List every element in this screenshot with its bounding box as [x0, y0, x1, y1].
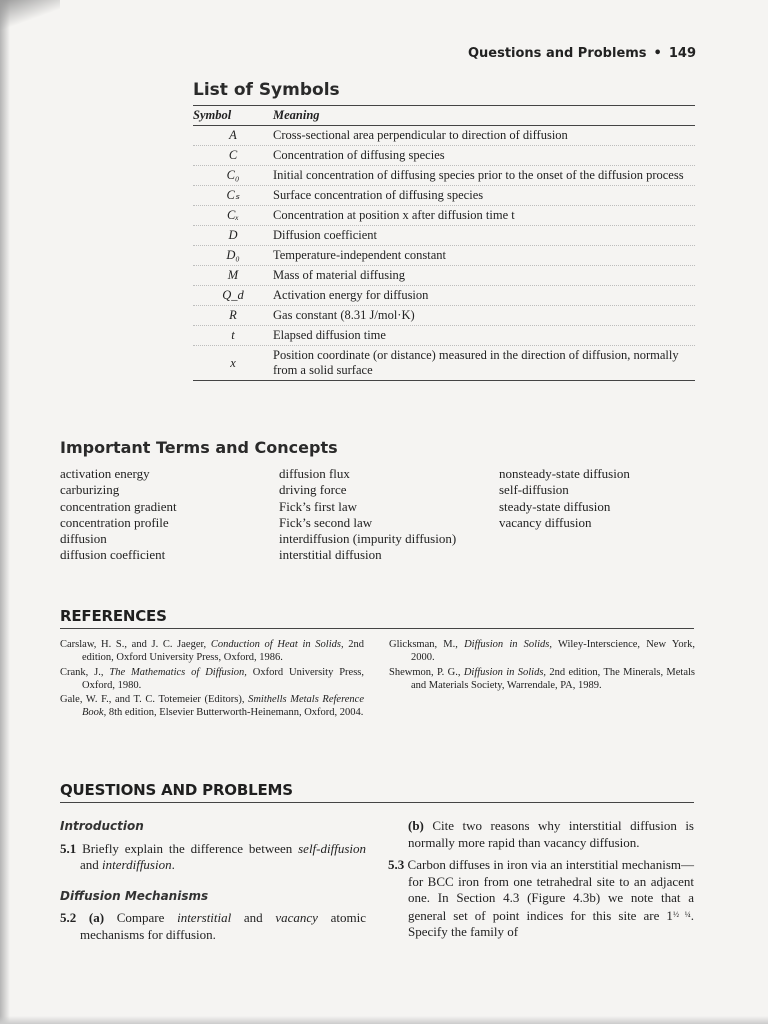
question-5-2	[60, 910, 366, 943]
table-row	[193, 326, 695, 346]
meaning-cell: Cross-sectional area perpendicular to direction of diffusion	[273, 128, 568, 142]
references-right-column	[389, 638, 695, 693]
question-term: vacancy	[275, 910, 318, 925]
questions-right-column	[388, 818, 694, 955]
ref-title: Smithells Metals Reference Book,	[82, 694, 364, 719]
symbols-table-header	[193, 106, 695, 126]
table-row	[193, 186, 695, 206]
question-term: interdiffusion	[102, 857, 172, 872]
ref-details: Oxford University Press, Oxford, 1980.	[82, 666, 364, 691]
list-item: interdiffusion (impurity diffusion)	[279, 531, 457, 547]
page-gutter-shadow	[0, 0, 10, 1024]
symbol-cell: R	[229, 308, 237, 322]
symbol-cell: Cₛ	[226, 188, 240, 202]
list-item: nonsteady-state diffusion	[499, 466, 630, 481]
page-number: 149	[668, 46, 696, 61]
terms-column-1	[60, 466, 177, 564]
meaning-cell: Surface concentration of diffusing species	[273, 188, 484, 202]
running-header	[468, 46, 696, 61]
reference-entry	[389, 666, 695, 693]
ref-authors: Gale, W. F., and T. C. Totemeier (Editors),	[60, 694, 249, 706]
symbols-title: List of Symbols	[193, 80, 340, 100]
question-text: . Specify the family of	[408, 907, 694, 939]
question-text: Compare	[104, 910, 178, 925]
ref-authors: Crank, J.,	[60, 666, 110, 678]
terms-column-3	[499, 466, 630, 531]
list-item: diffusion	[60, 531, 107, 547]
list-item: diffusion coefficient	[60, 547, 166, 563]
table-row	[193, 166, 695, 186]
point-index-fraction: ½ ¼	[672, 909, 691, 919]
symbol-cell: D	[228, 228, 238, 242]
question-text: Briefly explain the difference between	[76, 840, 299, 856]
meaning-column-header: Meaning	[273, 108, 320, 122]
ref-title: Conduction of Heat in Solids,	[210, 639, 344, 650]
reference-entry	[60, 693, 364, 720]
question-5-2-b	[388, 818, 694, 851]
symbol-cell: A	[229, 128, 237, 142]
header-separator: •	[653, 46, 662, 61]
symbol-cell: t	[231, 328, 235, 342]
symbol-cell: Q_d	[222, 288, 244, 302]
list-item: vacancy diffusion	[499, 514, 592, 530]
table-row	[193, 126, 695, 146]
page-bottom-edge	[0, 1016, 768, 1024]
table-row	[193, 206, 695, 226]
question-5-1	[60, 841, 366, 874]
symbol-cell: Cₓ	[227, 208, 239, 222]
mechanisms-heading: Diffusion Mechanisms	[60, 888, 209, 903]
reference-entry	[60, 666, 364, 693]
symbols-table	[193, 105, 695, 381]
question-text: Carbon diffuses in iron via an interstitial mechanism—for BCC iron from one tetrahedral site to an adjacent one. In Section 4.3 (Figure 4.3b) we note that a general set of point indices for this site are 1	[404, 857, 694, 923]
question-number: 5.1	[60, 840, 77, 856]
ref-title: Diffusion in Solids,	[463, 666, 547, 678]
references-rule	[60, 628, 694, 629]
ref-authors: Carslaw, H. S., and J. C. Jaeger,	[60, 639, 211, 650]
meaning-cell: Temperature-independent constant	[273, 248, 447, 262]
meaning-cell: Diffusion coefficient	[273, 228, 378, 242]
ref-details: 2nd edition, Oxford University Press, Oxford, 1986.	[82, 639, 364, 664]
meaning-cell: Position coordinate (or distance) measured in the direction of diffusion, normally from a solid surface	[273, 348, 679, 377]
ref-details: 2nd edition, The Minerals, Metals and Materials Society, Warrendale, PA, 1989.	[411, 666, 695, 691]
question-term: interstitial	[177, 910, 232, 925]
question-number: 5.2	[60, 910, 77, 925]
ref-title: The Mathematics of Diffusion,	[109, 666, 247, 678]
terms-title: Important Terms and Concepts	[60, 438, 338, 457]
meaning-cell: Activation energy for diffusion	[273, 288, 429, 302]
ref-authors: Glicksman, M.,	[389, 639, 465, 650]
table-row	[193, 146, 695, 166]
symbol-cell: C	[228, 148, 238, 162]
questions-title: QUESTIONS AND PROBLEMS	[60, 781, 293, 799]
ref-details: 8th edition, Elsevier Butterworth-Heinemann, Oxford, 2004.	[106, 707, 364, 719]
list-item: diffusion flux	[279, 466, 350, 481]
list-item: driving force	[279, 482, 347, 498]
meaning-cell: Elapsed diffusion time	[273, 328, 386, 342]
symbol-cell: M	[227, 268, 239, 282]
list-item: interstitial diffusion	[279, 547, 382, 563]
reference-entry	[60, 638, 364, 665]
ref-authors: Shewmon, P. G.,	[389, 666, 464, 678]
table-row	[193, 286, 695, 306]
symbol-cell: D₀	[226, 248, 240, 262]
question-5-3	[388, 857, 694, 941]
terms-column-2	[279, 466, 456, 564]
list-item: self-diffusion	[499, 482, 569, 498]
table-row	[193, 266, 695, 286]
references-title: REFERENCES	[60, 607, 167, 625]
list-item: activation energy	[60, 466, 150, 481]
meaning-cell: Mass of material diffusing	[273, 268, 406, 282]
intro-heading: Introduction	[60, 819, 144, 833]
meaning-cell: Initial concentration of diffusing species prior to the onset of the diffusion process	[273, 168, 684, 182]
meaning-cell: Gas constant (8.31 J/mol·K)	[273, 308, 415, 322]
list-item: steady-state diffusion	[499, 498, 611, 514]
question-text: and	[231, 910, 276, 925]
symbol-column-header: Symbol	[193, 108, 232, 122]
question-number: 5.3	[388, 857, 405, 872]
references-left-column	[60, 638, 364, 721]
question-part-label: (b)	[408, 818, 424, 833]
table-row	[193, 306, 695, 326]
list-item: concentration profile	[60, 514, 169, 530]
meaning-cell: Concentration at position x after diffusion time t	[273, 208, 515, 222]
reference-entry	[389, 638, 695, 665]
ref-details: Wiley-Interscience, New York, 2000.	[411, 639, 695, 664]
header-section-title: Questions and Problems	[467, 46, 647, 61]
list-item: Fick’s second law	[279, 514, 373, 530]
table-row	[193, 346, 695, 380]
questions-rule	[60, 802, 694, 803]
question-term: self-diffusion	[298, 840, 366, 856]
question-text: atomic mechanisms for diffusion.	[80, 910, 366, 942]
table-row	[193, 246, 695, 266]
list-item: Fick’s first law	[279, 498, 357, 514]
meaning-cell: Concentration of diffusing species	[273, 148, 445, 162]
question-part-label: (a)	[88, 910, 105, 925]
question-text: .	[171, 857, 175, 872]
questions-left-column	[60, 818, 366, 957]
table-row	[193, 226, 695, 246]
list-item: concentration gradient	[60, 498, 177, 514]
question-text: and	[80, 857, 103, 872]
question-text: Cite two reasons why interstitial diffusion is normally more rapid than vacancy diffusion.	[408, 818, 694, 850]
symbol-cell: C₀	[226, 168, 240, 182]
symbol-cell: x	[230, 355, 236, 370]
list-item: carburizing	[60, 482, 120, 498]
ref-title: Diffusion in Solids,	[464, 639, 552, 650]
page-corner-shadow	[0, 0, 60, 30]
